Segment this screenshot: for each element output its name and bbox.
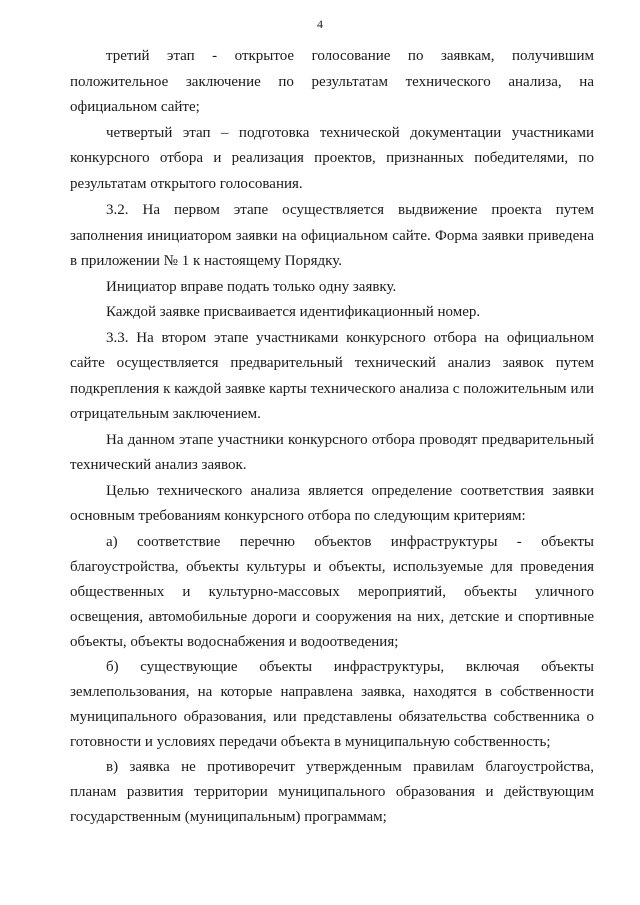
- paragraph-analysis-goal: Целью технического анализа является определение соответствия заявки основным требованиям конкурсного отбора по следующим критериям:: [70, 482, 594, 524]
- criterion-a: а) соответствие перечню объектов инфраструктуры - объекты благоустройства, объекты культуры и объекты, используемые для проведения общественных и культурно-массовых мероприятий, объекты уличного освещения, автомобильные дороги и сооружения на них, детские и спортивные объекты, объекты водоснабжения и водоотведения;: [70, 533, 594, 650]
- criterion-v: в) заявка не противоречит утвержденным правилам благоустройства, планам развития территории муниципального образования и действующим государственным (муниципальным) программам;: [70, 758, 594, 825]
- document-body: [70, 44, 594, 830]
- paragraph-one-application: Инициатор вправе подать только одну заявку.: [106, 278, 397, 295]
- paragraph-identifier: Каждой заявке присваивается идентификационный номер.: [106, 304, 481, 320]
- paragraph-stage-4: четвертый этап – подготовка технической документации участниками конкурсного отбора и реализация проектов, признанных победителями, по результатам открытого голосования.: [70, 124, 594, 192]
- paragraph-3-2: 3.2. На первом этапе осуществляется выдвижение проекта путем заполнения инициатором заявки на официальном сайте. Форма заявки приведена в приложении № 1 к настоящему Порядку.: [70, 202, 594, 269]
- paragraph-preliminary-analysis: На данном этапе участники конкурсного отбора проводят предварительный технический анализ заявок.: [70, 431, 594, 473]
- paragraph-3-3: 3.3. На втором этапе участниками конкурсного отбора на официальном сайте осуществляется предварительный технический анализ заявок путем подкрепления к каждой заявке карты технического анализа с положительным или отрицательным заключением.: [70, 329, 594, 422]
- page-number: 4: [317, 17, 323, 31]
- paragraph-stage-3: третий этап - открытое голосование по заявкам, получившим положительное заключение по результатам технического анализа, на официальном сайте;: [70, 48, 594, 115]
- criterion-b: б) существующие объекты инфраструктуры, включая объекты землепользования, на которые направлена заявка, находятся в собственности муниципального образования, или представлены обязательства собственника о готовности и условиях передачи объекта в муниципальную собственность;: [70, 658, 594, 750]
